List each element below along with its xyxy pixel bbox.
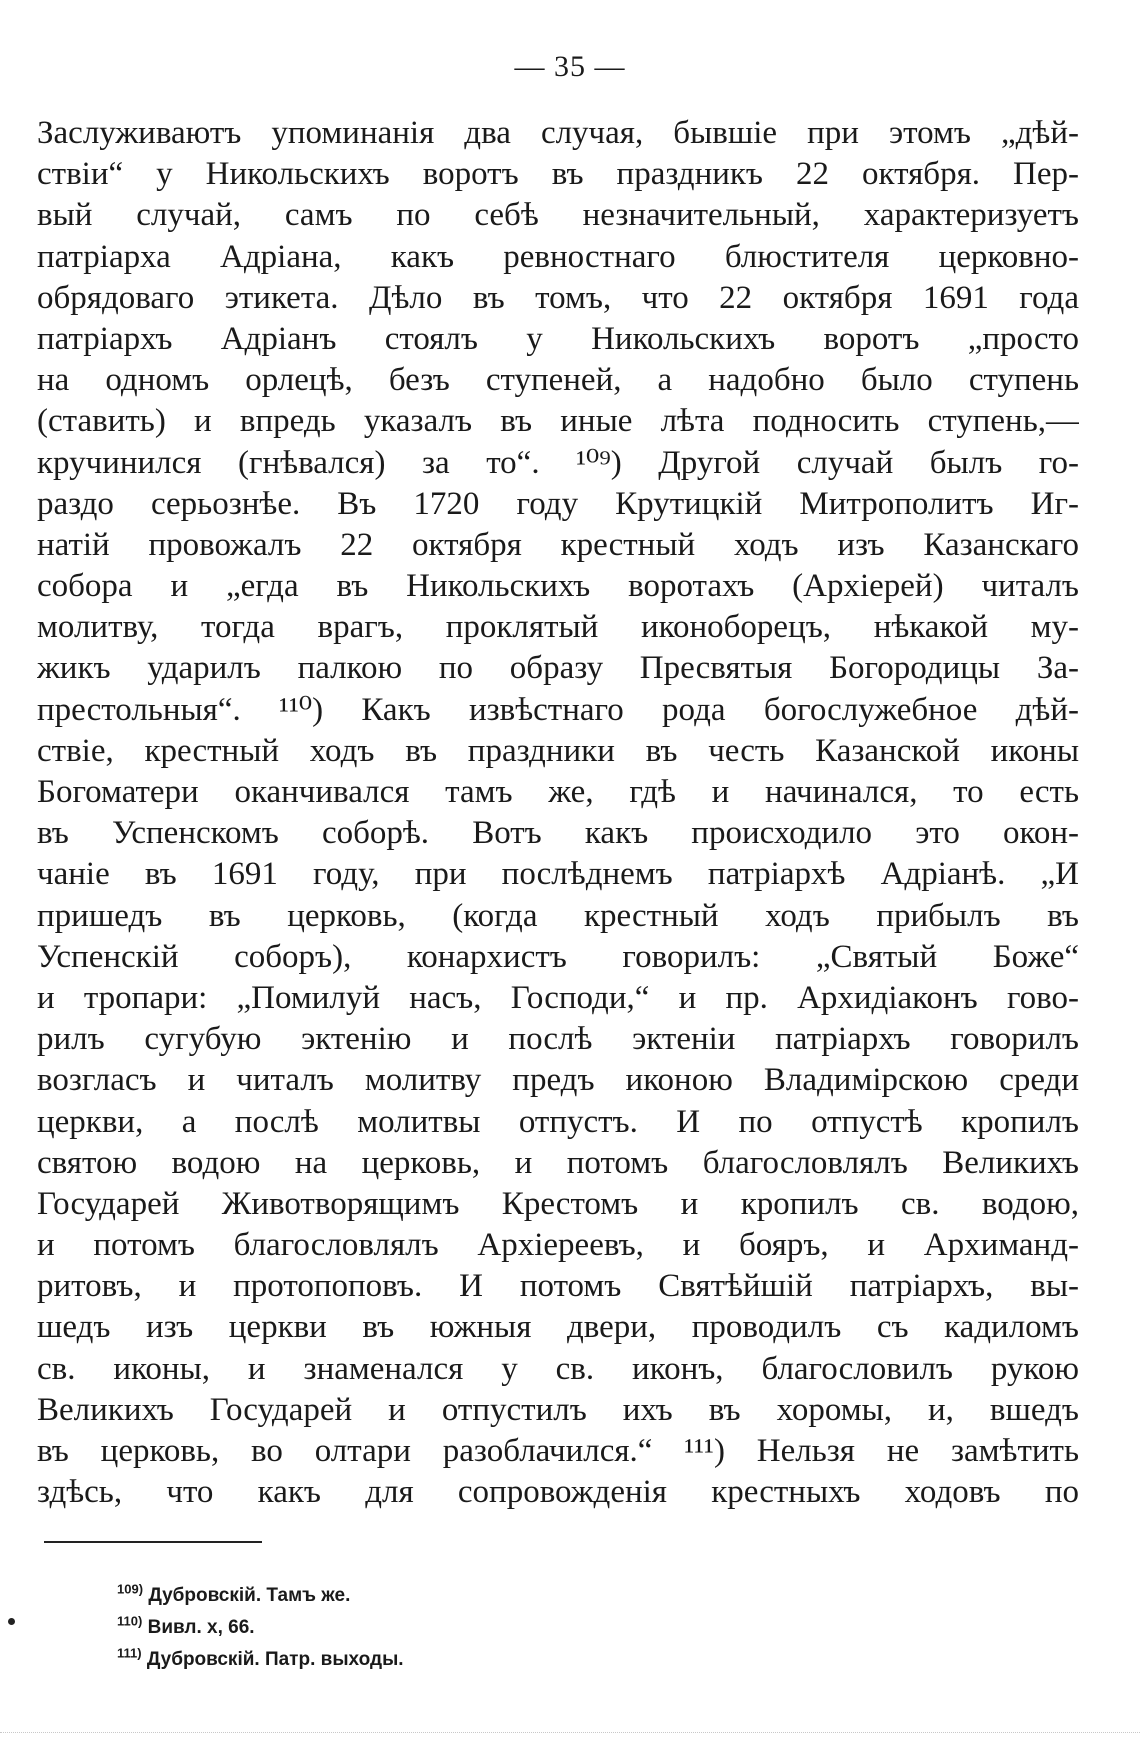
footnote-item — [117, 1612, 404, 1644]
text-line: патріархъ Адріанъ стоялъ у Никольскихъ воротъ „просто — [37, 320, 1079, 357]
print-speck — [8, 1618, 15, 1625]
footnote-mark: 109) — [117, 1581, 144, 1597]
page-edge — [0, 1732, 1140, 1733]
text-line: молитву, тогда врагъ, проклятый иконоборецъ, нѣкакой му- — [37, 609, 1079, 646]
text-line: на одномъ орлецѣ, безъ ступеней, а надобно было ступень — [37, 362, 1079, 399]
text-line: раздо серьознѣе. Въ 1720 году Крутицкій Митрополитъ Иг- — [37, 485, 1079, 522]
text-line: Государей Животворящимъ Крестомъ и кропилъ св. водою, — [37, 1185, 1079, 1222]
footnote-item — [117, 1644, 404, 1676]
text-line: Богоматери оканчивался тамъ же, гдѣ и начинался, то есть — [37, 774, 1079, 810]
text-line: кручинился (гнѣвался) за то“. ¹⁰⁹) Другой случай былъ го- — [37, 444, 1079, 481]
text-line: и тропари: „Помилуй насъ, Господи,“ и пр. Архидіаконъ гово- — [37, 979, 1079, 1016]
footnote-text: Вивл. x, 66. — [147, 1617, 255, 1638]
page-number: — 35 — — [514, 50, 626, 83]
text-line: патріарха Адріана, какъ ревностнаго блюстителя церковно- — [37, 238, 1079, 275]
text-line: шедъ изъ церкви въ южныя двери, проводилъ съ кадиломъ — [37, 1309, 1079, 1346]
footnotes — [117, 1580, 404, 1676]
main-text — [37, 113, 1079, 1513]
text-line: церкви, а послѣ молитвы отпустъ. И по отпустѣ кропилъ — [37, 1103, 1079, 1140]
text-line: въ Успенскомъ соборѣ. Вотъ какъ происходило это окон- — [37, 815, 1079, 852]
text-line: обрядоваго этикета. Дѣло въ томъ, что 22 октября 1691 года — [37, 279, 1079, 316]
text-line: собора и „егда въ Никольскихъ воротахъ (Архіерей) читалъ — [37, 568, 1079, 605]
text-line: Заслуживаютъ упоминанія два случая, бывшіе при этомъ „дѣй- — [37, 115, 1079, 151]
text-line: ствіи“ у Никольскихъ воротъ въ праздникъ 22 октября. Пер- — [37, 156, 1079, 193]
text-line: жикъ ударилъ палкою по образу Пресвятыя Богородицы За- — [37, 650, 1079, 687]
footnote-mark: 111) — [117, 1645, 142, 1661]
text-line: (ставить) и впредь указалъ въ иные лѣта подносить ступень,— — [37, 403, 1079, 440]
text-line: Успенскій соборъ), конархистъ говорилъ: „Святый Боже“ — [37, 938, 1079, 975]
text-line: святою водою на церковь, и потомъ благословлялъ Великихъ — [37, 1144, 1079, 1181]
text-line: въ церковь, во олтари разоблачился.“ ¹¹¹) Нельзя не замѣтить — [37, 1433, 1079, 1469]
text-line: ствіе, крестный ходъ въ праздники въ честь Казанской иконы — [37, 732, 1079, 769]
text-line: рилъ сугубую эктенію и послѣ эктеніи патріархъ говорилъ — [37, 1021, 1079, 1058]
text-line: пришедъ въ церковь, (когда крестный ходъ прибылъ въ — [37, 897, 1079, 934]
text-line: возгласъ и читалъ молитву предъ иконою Владимірскою среди — [37, 1062, 1079, 1099]
footnote-text: Дубровскій. Патр. выходы. — [146, 1649, 404, 1670]
text-line: здѣсь, что какъ для сопровожденія крестныхъ ходовъ по — [37, 1474, 1079, 1511]
text-line: вый случай, самъ по себѣ незначительный, характеризуетъ — [37, 197, 1079, 234]
text-line: чаніе въ 1691 году, при послѣднемъ патріархѣ Адріанѣ. „И — [37, 856, 1079, 893]
text-line: престольныя“. ¹¹⁰) Какъ извѣстнаго рода богослужебное дѣй- — [37, 691, 1079, 728]
text-line: и потомъ благословлялъ Архіереевъ, и бояръ, и Архиманд- — [37, 1227, 1079, 1264]
text-line: натій провожалъ 22 октября крестный ходъ изъ Казанскаго — [37, 526, 1079, 563]
footnote-item — [117, 1580, 404, 1612]
text-line: св. иконы, и знаменался у св. иконъ, благословилъ рукою — [37, 1350, 1079, 1387]
footnote-text: Дубровскій. Тамъ же. — [148, 1585, 351, 1606]
text-line: ритовъ, и протопоповъ. И потомъ Святѣйшій патріархъ, вы- — [37, 1268, 1079, 1305]
text-line: Великихъ Государей и отпустилъ ихъ въ хоромы, и, вшедъ — [37, 1391, 1079, 1428]
footnote-divider — [44, 1541, 262, 1543]
footnote-mark: 110) — [117, 1613, 143, 1629]
